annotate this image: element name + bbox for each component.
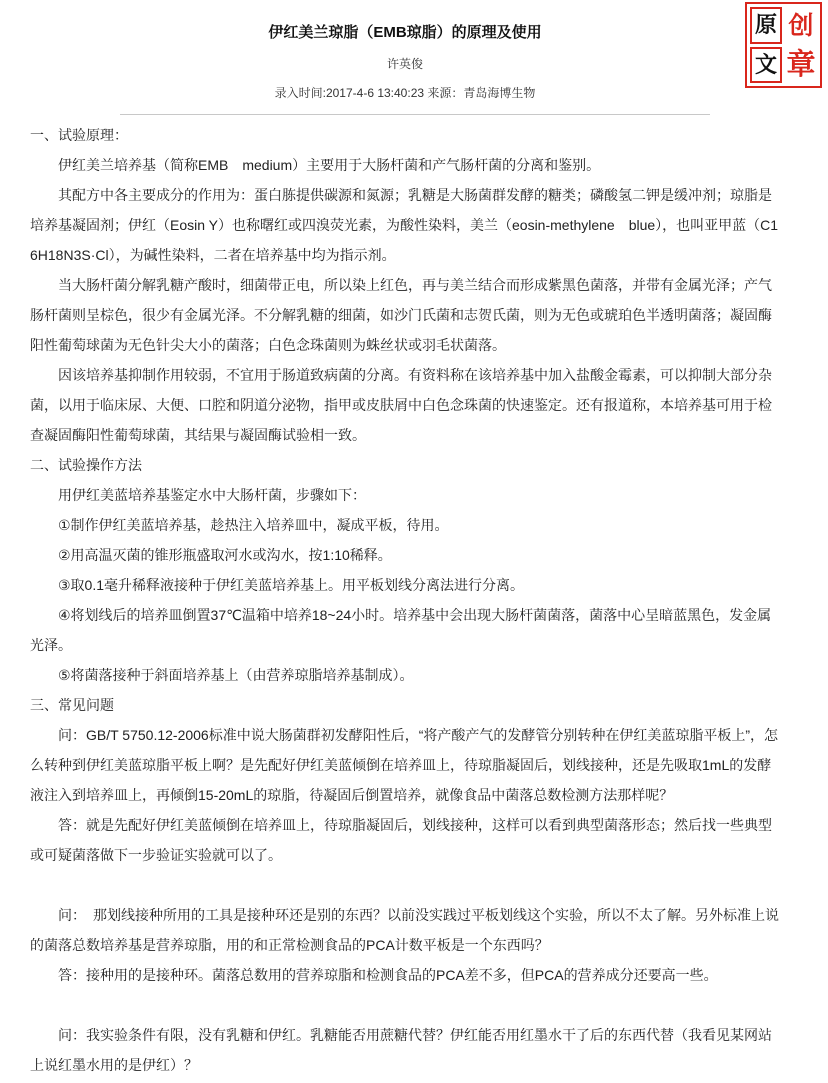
- faq-question: 问：我实验条件有限，没有乳糖和伊红。乳糖能否用蔗糖代替？伊红能否用红墨水干了后的东西代替（我看见某网站上说红墨水用的是伊红）？: [30, 1027, 772, 1073]
- section-heading: 二、试验操作方法: [30, 457, 142, 473]
- faq-answer: 答：就是先配好伊红美蓝倾倒在培养皿上，待琼脂凝固后，划线接种，这样可以看到典型菌落形态；然后找一些典型或可疑菌落做下一步验证实验就可以了。: [30, 817, 772, 863]
- step-item: ③取0.1毫升稀释液接种于伊红美蓝培养基上。用平板划线分离法进行分离。: [58, 577, 525, 593]
- paragraph: 其配方中各主要成分的作用为：蛋白胨提供碳源和氮源；乳糖是大肠菌群发酵的糖类；磷酸氢二钾是缓冲剂；琼脂是培养基凝固剂；伊红（Eosin Y）也称曙红或四溴荧光素，为酸性染料，美兰（eosin-methylene blue），也叫亚甲蓝（C16H18N3S·Cl），为碱性染料，二者在培养基中均为指示剂。: [30, 187, 779, 263]
- stamp-char: 文: [750, 47, 782, 84]
- step-item: ⑤将菌落接种于斜面培养基上（由营养琼脂培养基制成）。: [58, 667, 414, 683]
- header-divider: [120, 114, 710, 115]
- article-body: [30, 120, 780, 1080]
- section-heading: 一、试验原理：: [30, 127, 128, 143]
- paragraph: 伊红美兰培养基（简称EMB medium）主要用于大肠杆菌和产气肠杆菌的分离和鉴别。: [58, 157, 601, 173]
- paragraph: 因该培养基抑制作用较弱，不宜用于肠道致病菌的分离。有资料称在该培养基中加入盐酸金霉素，可以抑制大部分杂菌，以用于临床尿、大便、口腔和阴道分泌物，指甲或皮肤屑中白色念珠菌的快速鉴定。还有报道称，本培养基可用于检查凝固酶阳性葡萄球菌，其结果与凝固酶试验相一致。: [30, 367, 772, 443]
- author-name: 许英俊: [386, 57, 423, 71]
- article-title: 伊红美兰琼脂（EMB琼脂）的原理及使用: [268, 24, 542, 41]
- faq-question: 问：GB/T 5750.12-2006标准中说大肠菌群初发酵阳性后，“将产酸产气的发酵管分别转种在伊红美蓝琼脂平板上”，怎么转种到伊红美蓝琼脂平板上啊？是先配好伊红美蓝倾倒在培养皿上，待琼脂凝固后，划线接种，还是先吸取1mL的发酵液注入到培养皿上，再倾倒15-20mL的琼脂，待凝固后倒置培养，就像食品中菌落总数检测方法那样呢？: [30, 727, 779, 803]
- article-header: [30, 20, 780, 105]
- faq-answer: 答：接种用的是接种环。菌落总数用的营养琼脂和检测食品的PCA差不多，但PCA的营养成分还要高一些。: [58, 967, 718, 983]
- stamp-char: 原: [750, 7, 782, 44]
- section-heading: 三、常见问题: [30, 697, 114, 713]
- step-item: ①制作伊红美蓝培养基，趁热注入培养皿中，凝成平板，待用。: [58, 517, 449, 533]
- publish-meta: 录入时间:2017-4-6 13:40:23 来源：青岛海博生物: [274, 86, 536, 100]
- step-item: ②用高温灭菌的锥形瓶盛取河水或沟水，按1:10稀释。: [58, 547, 392, 563]
- stamp-char: 章: [786, 47, 816, 82]
- faq-question: 问： 那划线接种所用的工具是接种环还是别的东西？以前没实践过平板划线这个实验，所以不太了解。另外标准上说的菌落总数培养基是营养琼脂，用的和正常检测食品的PCA计数平板是一个东西吗？: [30, 907, 779, 953]
- blank-line: [30, 870, 780, 900]
- paragraph: 当大肠杆菌分解乳糖产酸时，细菌带正电，所以染上红色，再与美兰结合而形成紫黑色菌落，并带有金属光泽；产气肠杆菌则呈棕色，很少有金属光泽。不分解乳糖的细菌，如沙门氏菌和志贺氏菌，则为无色或琥珀色半透明菌落；凝固酶阳性葡萄球菌为无色针尖大小的菌落；白色念珠菌则为蛛丝状或羽毛状菌落。: [30, 277, 772, 353]
- blank-line: [30, 990, 780, 1020]
- paragraph: 用伊红美蓝培养基鉴定水中大肠杆菌，步骤如下：: [58, 487, 366, 503]
- step-item: ④将划线后的培养皿倒置37℃温箱中培养18~24小时。培养基中会出现大肠杆菌菌落，菌落中心呈暗蓝黑色，发金属光泽。: [30, 607, 772, 653]
- stamp-char: 创: [788, 10, 814, 40]
